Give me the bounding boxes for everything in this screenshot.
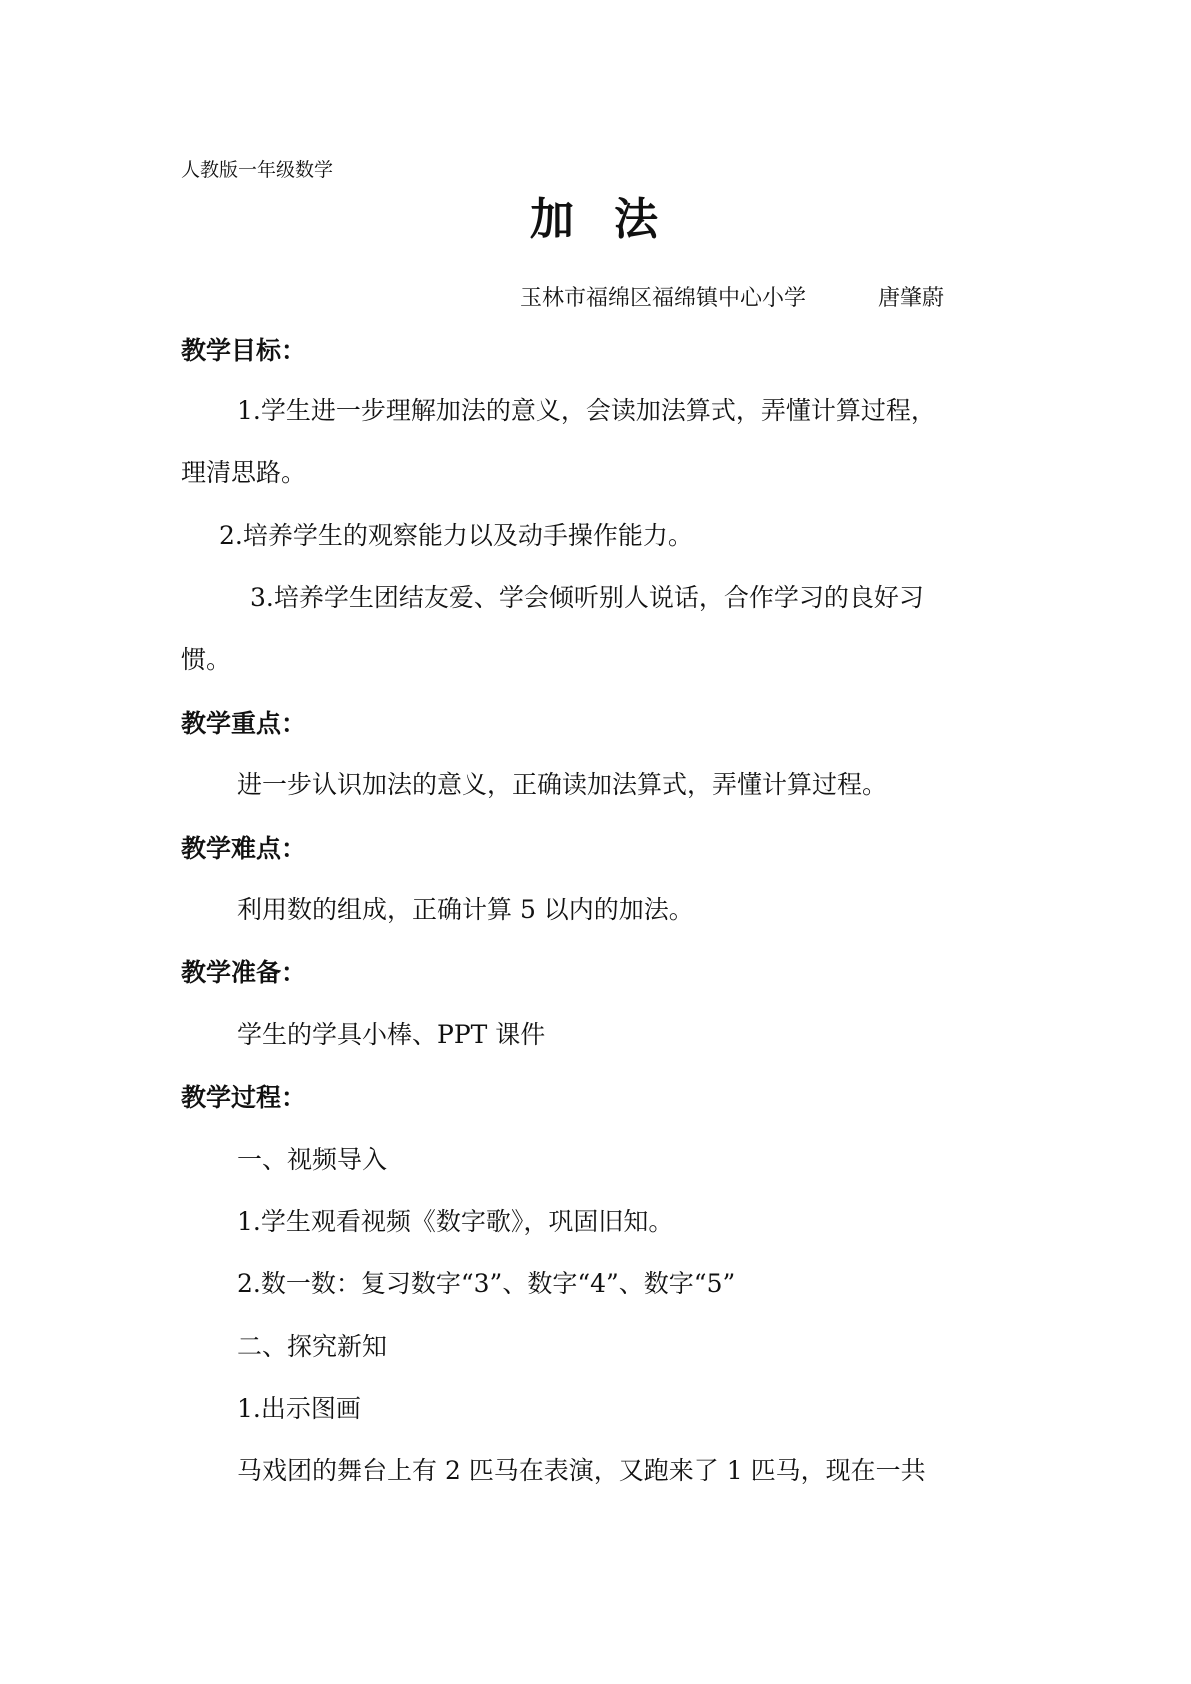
objective-item-3: 3.培养学生团结友爱、学会倾听别人说话，合作学习的良好习	[250, 583, 924, 612]
course-label: 人教版一年级数学	[181, 159, 334, 181]
process-heading: 教学过程：	[181, 1083, 307, 1112]
key-points-text: 进一步认识加法的意义，正确读加法算式，弄懂计算过程。	[237, 770, 888, 799]
section-2-title: 二、探究新知	[237, 1332, 388, 1361]
objectives-heading: 教学目标：	[181, 336, 307, 365]
difficulties-heading: 教学难点：	[181, 834, 307, 863]
preparation-text: 学生的学具小棒、PPT 课件	[237, 1020, 546, 1049]
difficulties-text: 利用数的组成，正确计算 5 以内的加法。	[237, 895, 694, 924]
objective-item-1: 1.学生进一步理解加法的意义，会读加法算式，弄懂计算过程，	[237, 396, 936, 425]
objective-item-2: 2.培养学生的观察能力以及动手操作能力。	[219, 521, 693, 550]
section-2-text: 马戏团的舞台上有 2 匹马在表演，又跑来了 1 匹马，现在一共	[237, 1456, 926, 1485]
lesson-title: 加法	[530, 194, 698, 245]
objective-item-1-continued: 理清思路。	[181, 458, 307, 487]
author-name: 唐肇蔚	[878, 286, 945, 311]
key-points-heading: 教学重点：	[181, 709, 307, 738]
school-name: 玉林市福绵区福绵镇中心小学	[520, 286, 807, 311]
section-1-item-2: 2.数一数：复习数字“3”、数字“4”、数字“5”	[237, 1269, 736, 1298]
section-1-title: 一、视频导入	[237, 1145, 388, 1174]
section-2-item-1: 1.出示图画	[237, 1394, 361, 1423]
preparation-heading: 教学准备：	[181, 958, 307, 987]
section-1-item-1: 1.学生观看视频《数字歌》，巩固旧知。	[237, 1207, 674, 1236]
objective-item-3-continued: 惯。	[181, 645, 232, 674]
